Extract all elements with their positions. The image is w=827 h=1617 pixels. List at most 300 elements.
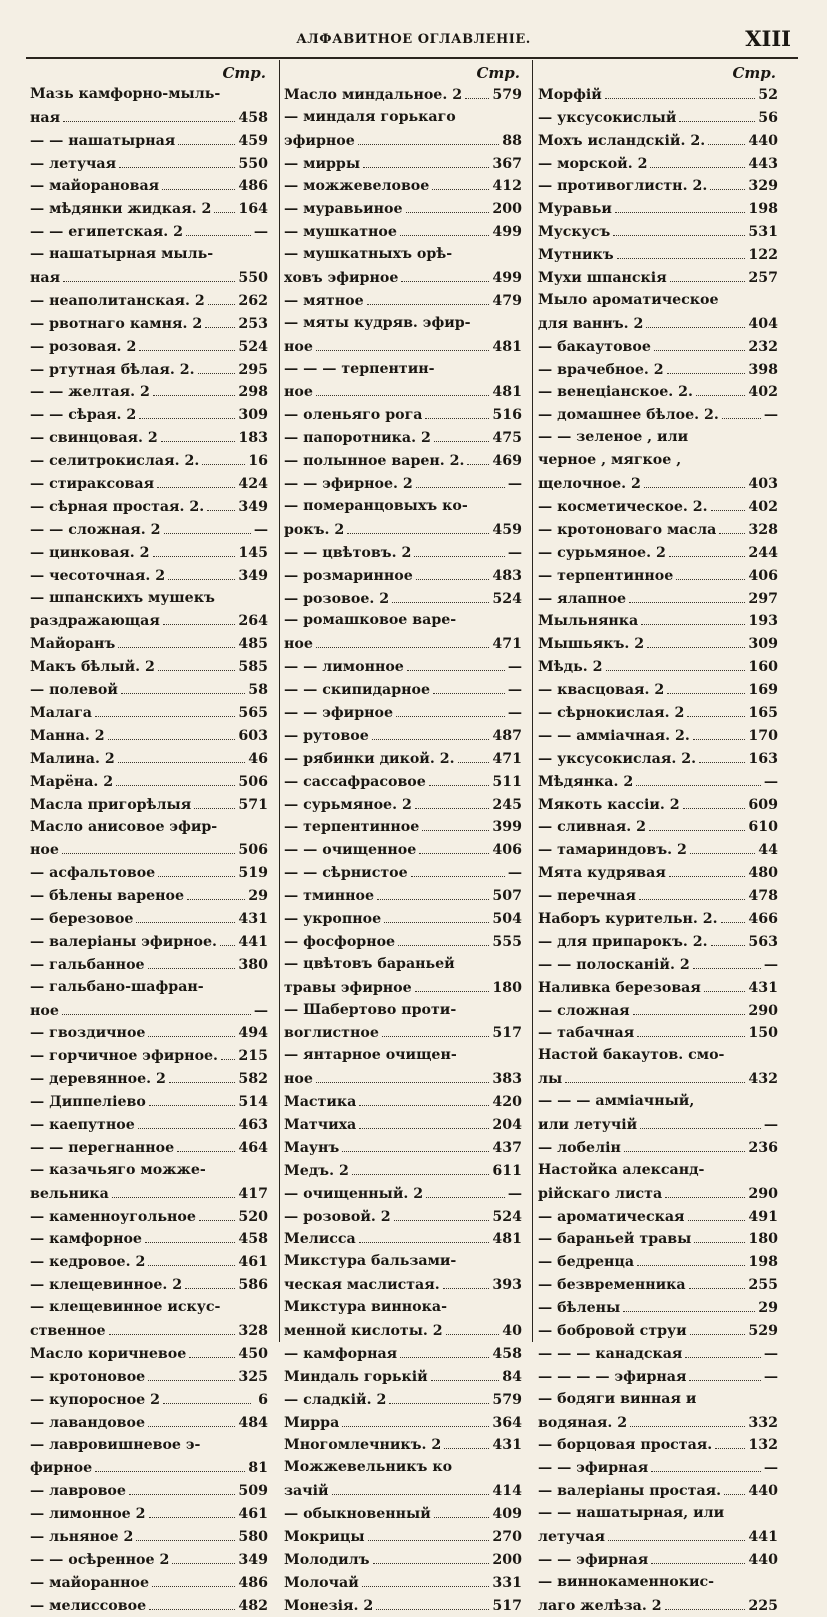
entry-term: — каепутное: [30, 1116, 135, 1133]
index-entry: [30, 175, 270, 198]
entry-page-number: 406: [492, 842, 522, 859]
index-entry: [30, 770, 270, 793]
index-entry: [30, 1411, 270, 1434]
entry-term: — — эфирное. 2: [284, 476, 413, 493]
index-entry: [538, 381, 780, 404]
entry-term: — камфорная: [284, 1345, 398, 1362]
entry-page-number: 481: [492, 384, 522, 401]
dot-leader: [708, 129, 745, 145]
index-entry: [538, 197, 780, 220]
entry-page-number: 481: [492, 338, 522, 355]
entry-term: — бедренца: [538, 1254, 635, 1271]
dot-leader: [691, 426, 761, 441]
entry-page-number: 81: [248, 1460, 268, 1477]
entry-term: Майоранъ: [30, 636, 116, 653]
entry-term: — розмаринное: [284, 567, 413, 584]
dot-leader: [112, 1182, 236, 1198]
entry-page-number: 550: [238, 155, 268, 172]
entry-term: Мелисса: [284, 1231, 356, 1248]
index-entry: [284, 1067, 524, 1090]
dot-leader: [199, 1205, 235, 1221]
entry-term: — — — терпентин-: [284, 360, 435, 377]
dot-leader: [136, 1525, 235, 1541]
entry-page-number: 255: [748, 1277, 778, 1294]
entry-term: Мутникъ: [538, 247, 614, 264]
entry-term: — тминное: [284, 888, 375, 905]
index-entry: [30, 724, 270, 747]
entry-page-number: 56: [758, 109, 778, 126]
dot-leader: [368, 1525, 490, 1541]
entry-page-number: 611: [492, 1162, 522, 1179]
entry-term: — — скипидарное: [284, 682, 431, 699]
dot-leader: [95, 1456, 245, 1472]
entry-page-number: 440: [748, 1483, 778, 1500]
entry-page-number: —: [763, 956, 778, 973]
entry-term: — клещевинное. 2: [30, 1277, 183, 1294]
index-entry: [30, 701, 270, 724]
entry-page-number: 150: [748, 1025, 778, 1042]
dot-leader: [697, 1090, 761, 1105]
entry-term: водяная. 2: [538, 1414, 628, 1431]
dot-leader: [679, 106, 755, 122]
index-entry: [538, 495, 780, 518]
dot-leader: [161, 426, 236, 442]
dot-leader: [704, 976, 746, 992]
entry-term: — цвѣтовъ бараньей: [284, 955, 455, 972]
dot-leader: [396, 701, 505, 717]
dot-leader: [431, 1365, 500, 1381]
entry-term: — оленьяго рога: [284, 407, 423, 424]
dot-leader: [565, 1067, 745, 1083]
entry-term: — лобелін: [538, 1139, 621, 1156]
entry-term: Мирра: [284, 1414, 340, 1431]
entry-term: — майорановая: [30, 178, 160, 195]
entry-term: Наливка березовая: [538, 979, 701, 996]
dot-leader: [194, 793, 235, 809]
index-entry: [284, 1159, 524, 1182]
index-entry: [538, 1273, 780, 1296]
entry-page-number: 200: [492, 1551, 522, 1568]
entry-page-number: 402: [748, 498, 778, 515]
dot-leader: [163, 609, 236, 625]
dot-leader: [153, 541, 236, 557]
dot-leader: [363, 152, 489, 168]
entry-term: Маунъ: [284, 1139, 340, 1156]
entry-page-number: 517: [492, 1025, 522, 1042]
entry-page-number: 44: [758, 842, 778, 859]
index-entry: [538, 930, 780, 953]
entry-page-number: 610: [748, 819, 778, 836]
dot-leader: [415, 793, 490, 809]
entry-page-number: 485: [238, 636, 268, 653]
entry-page-number: 399: [492, 819, 522, 836]
entry-term: Мухи шпанскія: [538, 270, 667, 287]
index-entry: [538, 1342, 780, 1365]
index-entry: [284, 243, 524, 266]
index-entry: [30, 1594, 270, 1617]
index-entry: [30, 358, 270, 381]
entry-page-number: 461: [238, 1254, 268, 1271]
index-entry: [538, 587, 780, 610]
entry-term: травы эфирное: [284, 979, 412, 996]
dot-leader: [654, 335, 745, 351]
index-entry: [284, 220, 524, 243]
entry-page-number: 183: [238, 430, 268, 447]
entry-term: Масло анисовое эфир-: [30, 818, 218, 835]
dot-leader: [392, 587, 489, 603]
entry-page-number: 463: [238, 1116, 268, 1133]
dot-leader: [377, 884, 489, 900]
entry-term: щелочное. 2: [538, 476, 641, 493]
entry-term: — рутовое: [284, 727, 369, 744]
dot-leader: [605, 83, 755, 99]
dot-leader: [223, 83, 251, 98]
entry-page-number: 458: [492, 1345, 522, 1362]
index-entry: [284, 930, 524, 953]
entry-page-number: 165: [748, 704, 778, 721]
index-entry: [284, 1571, 524, 1594]
dot-leader: [415, 976, 490, 992]
entry-page-number: 52: [758, 86, 778, 103]
entry-page-number: 420: [492, 1094, 522, 1111]
entry-page-number: 414: [492, 1483, 522, 1500]
entry-page-number: 236: [748, 1139, 778, 1156]
dot-leader: [471, 495, 505, 510]
entry-term: — ароматическая: [538, 1208, 685, 1225]
index-entry: [538, 884, 780, 907]
index-entry: [284, 152, 524, 175]
dot-leader: [696, 381, 745, 397]
index-entry: [284, 541, 524, 564]
index-entry: [538, 907, 780, 930]
entry-term: Масло коричневое: [30, 1345, 187, 1362]
dot-leader: [639, 884, 745, 900]
entry-page-number: 550: [238, 270, 268, 287]
entry-term: — кедровое. 2: [30, 1254, 146, 1271]
entry-page-number: —: [507, 704, 522, 721]
dot-leader: [434, 1502, 490, 1518]
entry-term: Макъ бѣлый. 2: [30, 659, 155, 676]
dot-leader: [316, 1067, 490, 1083]
index-entry: [538, 701, 780, 724]
entry-page-number: 514: [238, 1094, 268, 1111]
index-entry: [284, 335, 524, 358]
running-title: АЛФАВИТНОЕ ОГЛАВЛЕНІЕ.: [296, 32, 531, 47]
entry-page-number: 519: [238, 865, 268, 882]
dot-leader: [207, 976, 251, 991]
entry-term: Мастика: [284, 1094, 357, 1111]
entry-page-number: 506: [238, 773, 268, 790]
dot-leader: [129, 1479, 235, 1495]
index-entry: [284, 289, 524, 312]
entry-term: — валеріаны простая.: [538, 1483, 722, 1500]
dot-leader: [362, 1571, 490, 1587]
entry-term: Мокрицы: [284, 1529, 365, 1546]
entry-page-number: 29: [248, 888, 268, 905]
dot-leader: [715, 1434, 745, 1450]
dot-leader: [62, 838, 236, 854]
entry-page-number: 58: [248, 682, 268, 699]
index-entry: [538, 289, 780, 312]
index-entry: [538, 770, 780, 793]
dot-leader: [467, 449, 489, 465]
dot-leader: [316, 335, 490, 351]
entry-term: — — полосканій. 2: [538, 956, 690, 973]
entry-term: — розовой. 2: [284, 1208, 391, 1225]
dot-leader: [617, 243, 746, 259]
entry-page-number: 232: [748, 338, 778, 355]
entry-term: рійскаго листа: [538, 1185, 663, 1202]
index-entry: [30, 1182, 270, 1205]
entry-term: Мѣдь. 2: [538, 659, 603, 676]
index-entry: [30, 793, 270, 816]
index-entry: [538, 1388, 780, 1411]
index-entry: [284, 1479, 524, 1502]
dot-leader: [177, 1136, 235, 1152]
dot-leader: [669, 861, 746, 877]
entry-term: — папоротника. 2: [284, 430, 431, 447]
entry-page-number: —: [507, 659, 522, 676]
entry-term: — шпанскихъ мушекъ: [30, 589, 215, 606]
dot-leader: [149, 1502, 236, 1518]
entry-term: — — эфирная: [538, 1460, 649, 1477]
entry-term: ное: [284, 636, 313, 653]
dot-leader: [347, 518, 489, 534]
index-entry: [284, 884, 524, 907]
index-entry: [538, 1525, 780, 1548]
index-entry: [284, 976, 524, 999]
dot-leader: [316, 381, 490, 397]
entry-page-number: 507: [492, 888, 522, 905]
index-entry: [30, 999, 270, 1022]
dot-leader: [401, 266, 489, 282]
index-entry: [284, 999, 524, 1022]
index-entry: [538, 1502, 780, 1525]
entry-page-number: 169: [748, 682, 778, 699]
dot-leader: [455, 1457, 505, 1472]
index-entry: [538, 541, 780, 564]
entry-page-number: 398: [748, 361, 778, 378]
index-entry: [30, 243, 270, 266]
dot-leader: [205, 312, 235, 328]
dot-leader: [722, 403, 761, 419]
entry-term: ховъ эфирное: [284, 270, 399, 287]
entry-page-number: —: [507, 682, 522, 699]
entry-page-number: 262: [238, 292, 268, 309]
entry-term: для ваннъ. 2: [538, 315, 644, 332]
dot-leader: [688, 1205, 746, 1221]
index-entry: [284, 197, 524, 220]
entry-term: — бодяги винная и: [538, 1390, 697, 1407]
index-entry: [284, 1548, 524, 1571]
entry-term: летучая: [538, 1529, 605, 1546]
index-entry: [284, 1388, 524, 1411]
entry-page-number: 499: [492, 224, 522, 241]
index-entry: [538, 1571, 780, 1594]
dot-leader: [433, 678, 505, 694]
entry-term: — — — канадская: [538, 1345, 683, 1362]
entry-page-number: 380: [238, 956, 268, 973]
index-entry: [30, 541, 270, 564]
entry-term: — сурьмяное. 2: [538, 544, 666, 561]
index-entry: [538, 449, 780, 472]
index-entry: [30, 472, 270, 495]
dot-leader: [158, 655, 235, 671]
index-entry: [284, 129, 524, 152]
header-rule: [26, 57, 798, 59]
index-entry: [30, 312, 270, 335]
index-entry: [284, 83, 524, 106]
index-entry: [30, 1502, 270, 1525]
entry-page-number: 441: [238, 933, 268, 950]
entry-term: Микстура виннока-: [284, 1299, 447, 1316]
dot-leader: [152, 1571, 235, 1587]
index-entry: [30, 564, 270, 587]
entry-page-number: 459: [238, 132, 268, 149]
index-entry: [538, 609, 780, 632]
entry-term: — морской. 2: [538, 155, 648, 172]
index-entry: [30, 1296, 270, 1319]
index-entry: [538, 678, 780, 701]
entry-term: — — сѣрнистое: [284, 865, 408, 882]
index-entry: [284, 632, 524, 655]
entry-term: — — осѣренное 2: [30, 1551, 170, 1568]
dot-leader: [63, 266, 235, 282]
entry-term: — миндаля горькаго: [284, 108, 456, 125]
entry-term: — перечная: [538, 888, 636, 905]
entry-term: — казачьяго можже-: [30, 1161, 206, 1178]
entry-term: — лавровишневое э-: [30, 1436, 201, 1453]
entry-page-number: 471: [492, 750, 522, 767]
entry-term: — венеціанское. 2.: [538, 384, 693, 401]
entry-page-number: 524: [238, 338, 268, 355]
index-entry: [284, 724, 524, 747]
entry-page-number: 437: [492, 1139, 522, 1156]
index-entry: [284, 1525, 524, 1548]
dot-leader: [342, 1136, 489, 1152]
entry-page-number: —: [763, 1116, 778, 1133]
dot-leader: [606, 655, 746, 671]
index-entry: [284, 1342, 524, 1365]
index-entry: [284, 1022, 524, 1045]
dot-leader: [216, 243, 251, 258]
dot-leader: [689, 1365, 760, 1381]
entry-page-number: 145: [238, 544, 268, 561]
index-entry: [284, 1228, 524, 1251]
entry-page-number: 563: [748, 933, 778, 950]
dot-leader: [651, 1548, 745, 1564]
entry-term: Масло миндальное. 2: [284, 86, 463, 103]
index-entry: [538, 1136, 780, 1159]
dot-leader: [450, 1296, 505, 1311]
dot-leader: [406, 197, 490, 213]
entry-page-number: 132: [748, 1437, 778, 1454]
index-entry: [538, 1411, 780, 1434]
entry-term: — — эфирная: [538, 1551, 649, 1568]
entry-term: — бакаутовое: [538, 338, 651, 355]
dot-leader: [459, 999, 505, 1014]
dot-leader: [121, 678, 245, 694]
entry-term: ное: [284, 384, 313, 401]
entry-page-number: 499: [492, 270, 522, 287]
entry-term: Миндаль горькій: [284, 1368, 428, 1385]
index-entry: [538, 83, 780, 106]
index-entry: [538, 1205, 780, 1228]
index-entry: [284, 1434, 524, 1457]
index-entry: [284, 861, 524, 884]
dot-leader: [220, 816, 251, 831]
index-entry: [30, 1228, 270, 1251]
dot-leader: [342, 1411, 489, 1427]
dot-leader: [407, 655, 505, 671]
entry-page-number: —: [763, 1460, 778, 1477]
entry-term: — — египетская. 2: [30, 224, 184, 241]
index-entry: [30, 609, 270, 632]
entry-term: лаго желѣза. 2: [538, 1597, 662, 1614]
dot-leader: [138, 1113, 236, 1129]
entry-term: ное: [30, 842, 59, 859]
dot-leader: [669, 541, 746, 557]
entry-term: — сассафрасовое: [284, 773, 426, 790]
dot-leader: [198, 358, 236, 374]
entry-term: — — аммiачная. 2.: [538, 727, 690, 744]
entry-term: рокъ. 2: [284, 521, 345, 538]
entry-page-number: 29: [758, 1300, 778, 1317]
entry-term: Медъ. 2: [284, 1162, 349, 1179]
index-entry: [30, 1273, 270, 1296]
dot-leader: [444, 1434, 489, 1450]
entry-term: — мушкатное: [284, 224, 397, 241]
entry-term: — сложная: [538, 1002, 630, 1019]
entry-page-number: —: [763, 407, 778, 424]
index-entry: [538, 838, 780, 861]
entry-page-number: 483: [492, 567, 522, 584]
entry-term: фирное: [30, 1460, 93, 1477]
entry-term: — бѣлены вареное: [30, 888, 185, 905]
entry-term: Микстура бальзами-: [284, 1253, 457, 1270]
index-entry: [30, 655, 270, 678]
index-entry: [284, 770, 524, 793]
dot-leader: [651, 1456, 761, 1472]
entry-page-number: 403: [748, 476, 778, 493]
index-entry: [284, 1319, 524, 1342]
entry-page-number: 582: [238, 1071, 268, 1088]
index-entry: [30, 976, 270, 999]
index-entry: [30, 1525, 270, 1548]
index-entry: [30, 1159, 270, 1182]
dot-leader: [158, 861, 235, 877]
index-entry: [284, 518, 524, 541]
entry-term: Многомлечникъ. 2: [284, 1437, 442, 1454]
entry-page-number: 225: [748, 1597, 778, 1614]
index-entry: [30, 587, 270, 610]
dot-leader: [145, 1228, 235, 1244]
entry-term: — борцовая простая.: [538, 1437, 713, 1454]
dot-leader: [644, 472, 746, 488]
entry-term: Мускусъ: [538, 224, 611, 241]
index-entry: [30, 1548, 270, 1571]
entry-term: — гальбанное: [30, 956, 145, 973]
entry-page-number: 524: [492, 590, 522, 607]
entry-term: — летучая: [30, 155, 117, 172]
entry-page-number: 297: [748, 590, 778, 607]
index-entries: [30, 83, 270, 1617]
index-entry: [30, 884, 270, 907]
index-entry: [538, 243, 780, 266]
dot-leader: [636, 770, 761, 786]
dot-leader: [689, 1273, 746, 1289]
entry-term: — квасцовая. 2: [538, 682, 665, 699]
